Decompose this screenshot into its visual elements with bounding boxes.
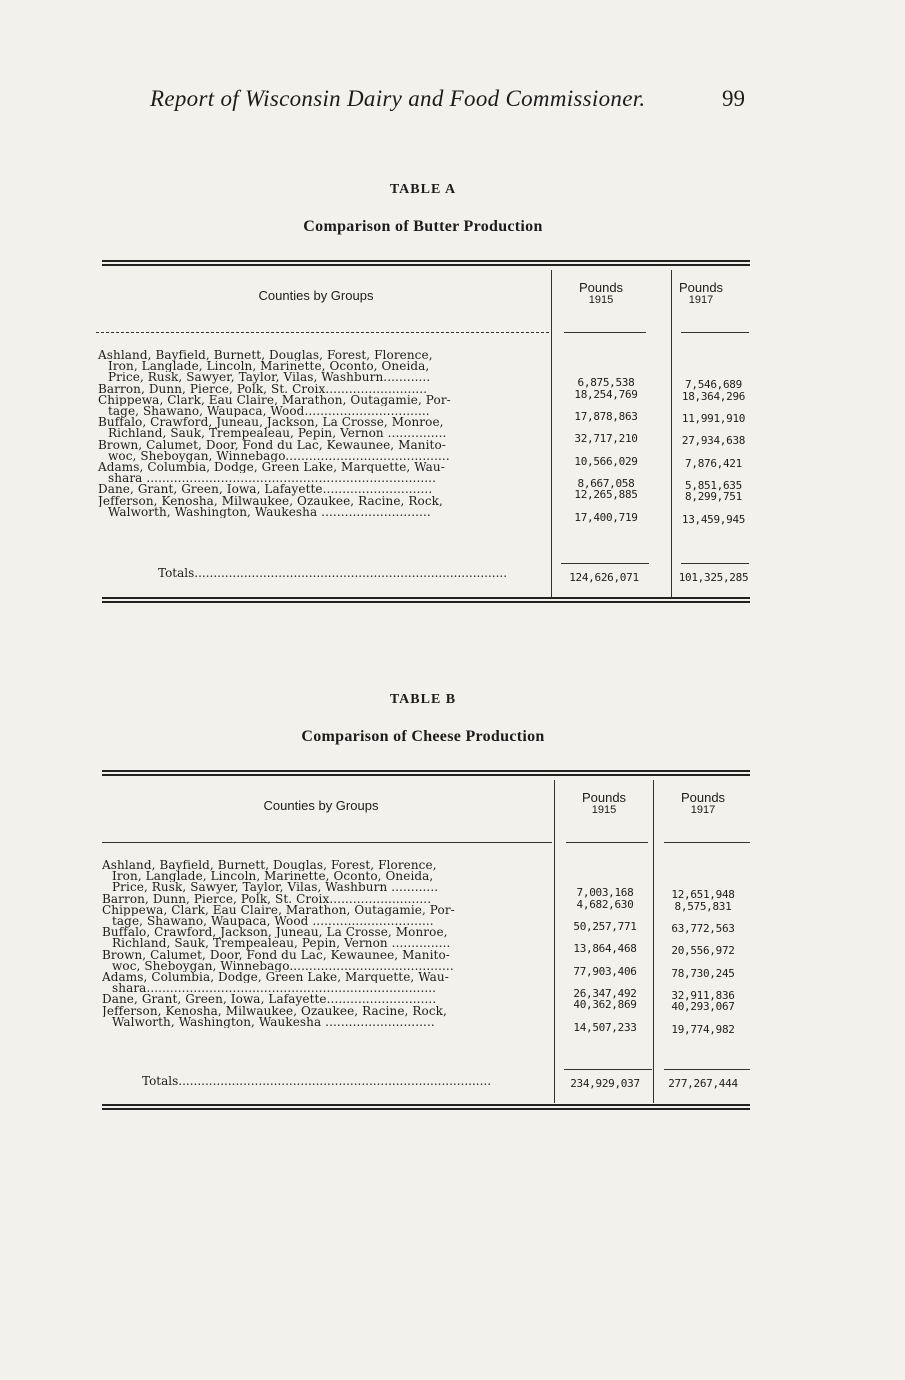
table-b-header-1917 (653, 792, 753, 816)
table-cell-1917: 78,730,245 (671, 966, 735, 980)
table-cell-1917: 8,299,751 (685, 490, 742, 504)
table-row-label-line: woc, Sheboygan, Winnebago.......................................... (108, 450, 450, 462)
table-a-header-1915-label: Pounds (578, 280, 624, 295)
running-head: Report of Wisconsin Dairy and Food Commissioner. (150, 86, 646, 111)
table-cell-1915: 18,254,769 (574, 387, 638, 401)
table-row-label-line: shara.......................................................................... (112, 983, 437, 995)
table-row-label-line: Richland, Sauk, Trempealeau, Pepin, Vernon ............... (112, 938, 451, 950)
table-a-top-rule (102, 260, 750, 266)
table-b-header-rule-1917 (664, 842, 750, 843)
table-cell-1917: 27,934,638 (681, 434, 746, 448)
table-row-label-line: shara .......................................................................... (108, 473, 437, 485)
table-row-label-line: Buffalo, Crawford, Juneau, Jackson, La Crosse, Monroe, (98, 417, 444, 429)
table-row-label-line: tage, Shawano, Waupaca, Wood................................ (108, 405, 430, 418)
table-b-col-divider-2 (653, 780, 654, 1103)
table-cell-1915: 14,507,233 (573, 1020, 637, 1034)
table-b-header-1917-label: Pounds (680, 790, 726, 805)
table-a-header-1917-label: Pounds (678, 280, 724, 295)
table-row-label (98, 417, 548, 439)
table-row-label (98, 350, 548, 384)
table-cell-1915: 8,667,058 (577, 477, 635, 491)
table-cell-1917: 20,556,972 (671, 944, 735, 958)
table-cell-1917: 11,991,910 (681, 412, 746, 425)
table-cell-1915: 6,875,538 (577, 376, 635, 390)
table-row-label-line: Jefferson, Kenosha, Milwaukee, Ozaukee, Racine, Rock, (102, 1005, 447, 1017)
table-row-label (102, 905, 550, 927)
table-cell-1915: 26,347,492 (573, 987, 637, 1001)
table-row-label (102, 927, 550, 949)
table-row-label-line: Adams, Columbia, Dodge, Green Lake, Marquette, Wau- (102, 972, 449, 984)
table-a-title: TABLE A (389, 182, 457, 197)
table-cell-1915: 12,265,885 (574, 488, 638, 502)
table-b-subtitle: Comparison of Cheese Production (301, 728, 545, 745)
table-row-label (102, 994, 550, 1005)
table-row-label-line: Ashland, Bayfield, Burnett, Douglas, Forest, Florence, (98, 350, 433, 362)
table-a (96, 180, 750, 610)
table-row-label (98, 462, 548, 484)
table-cell-1917: 32,911,836 (671, 989, 735, 1003)
table-cell-1917: 18,364,296 (681, 389, 746, 403)
table-cell-1915: 13,864,468 (573, 942, 637, 956)
table-cell-1917: 5,851,635 (685, 479, 742, 493)
table-a-header-1917-year: 1917 (688, 294, 714, 306)
table-b-header-1917-year: 1917 (690, 804, 716, 816)
table-row-label-line: woc, Sheboygan, Winnebago.......................................... (112, 960, 454, 972)
table-cell-1915: 77,903,406 (573, 964, 637, 978)
table-cell-1917: 7,876,421 (685, 456, 742, 470)
table-cell-1917: 63,772,563 (671, 922, 735, 935)
table-row-label-line: Ashland, Bayfield, Burnett, Douglas, Forest, Florence, (102, 860, 437, 872)
table-b-header-rule-1915 (566, 842, 648, 843)
page-header (150, 86, 745, 116)
table-cell-1915: 4,682,630 (576, 897, 634, 911)
table-a-header-1915-year: 1915 (588, 294, 614, 306)
page-number: 99 (722, 86, 745, 111)
table-row-label (98, 440, 548, 462)
table-b-header-1915-label: Pounds (581, 790, 627, 805)
table-row-label (98, 484, 548, 495)
table-row-label (102, 1006, 550, 1028)
table-b-total-1917: 277,267,444 (668, 1077, 738, 1090)
table-a-header-counties: Counties by Groups (258, 288, 374, 303)
table-a-header-rule-1915 (564, 332, 646, 333)
table-row-label (102, 972, 550, 994)
table-row-label-line: Richland, Sauk, Trempealeau, Pepin, Vernon ............... (108, 428, 447, 440)
table-cell-1917: 8,575,831 (674, 899, 732, 913)
table-cell-1917: 12,651,948 (671, 888, 735, 902)
table-row-label (98, 384, 548, 395)
table-cell-1915: 7,003,168 (576, 886, 634, 900)
table-b-totals-rule-1917 (664, 1069, 750, 1070)
table-a-col-divider-2 (671, 270, 672, 597)
table-cell-1915: 10,566,029 (574, 454, 638, 468)
table-row-label-line: Jefferson, Kenosha, Milwaukee, Ozaukee, Racine, Rock, (98, 495, 443, 507)
table-a-header-1917 (651, 282, 751, 306)
table-b-header-1915-year: 1915 (591, 804, 617, 816)
table-row-label (102, 860, 550, 894)
table-b-total-1915: 234,929,037 (570, 1077, 640, 1090)
table-row-label-line: Dane, Grant, Green, Iowa, Lafayette............................ (102, 994, 437, 1006)
table-cell-1915: 40,362,869 (573, 998, 637, 1012)
table-row-label-line: Barron, Dunn, Pierce, Polk, St. Croix.......................... (98, 383, 428, 395)
table-row-label-line: Brown, Calumet, Door, Fond du Lac, Kewaunee, Manito- (102, 949, 450, 961)
table-b-title: TABLE B (389, 692, 457, 707)
table-a-header-1915 (551, 282, 651, 306)
table-row-label-line: Dane, Grant, Green, Iowa, Lafayette............................ (98, 484, 433, 496)
table-a-header-rule-1917 (681, 332, 749, 333)
table-row-label-line: Brown, Calumet, Door, Fond du Lac, Kewaunee, Manito- (98, 439, 446, 451)
table-cell-1915: 50,257,771 (573, 920, 637, 933)
table-a-header-rule (96, 332, 549, 333)
table-a-totals-rule-1915 (561, 563, 649, 564)
table-a-subtitle: Comparison of Butter Production (303, 218, 543, 235)
table-b-header-1915 (554, 792, 654, 816)
table-a-total-1917: 101,325,285 (678, 571, 749, 584)
table-cell-1917: 13,459,945 (681, 512, 746, 526)
table-row-label (102, 950, 550, 972)
table-row-label-line: Walworth, Washington, Waukesha ............................ (112, 1016, 435, 1028)
table-a-bottom-rule (102, 597, 750, 603)
table-b (96, 690, 750, 1120)
table-cell-1917: 40,293,067 (671, 1000, 735, 1014)
table-cell-1915: 32,717,210 (574, 432, 638, 446)
table-row-label-line: Buffalo, Crawford, Jackson, Juneau, La Crosse, Monroe, (102, 927, 448, 939)
table-a-total-1915: 124,626,071 (569, 571, 639, 584)
table-row-label (102, 894, 550, 905)
table-a-totals-rule-1917 (681, 563, 749, 564)
table-b-col-divider-1 (554, 780, 555, 1103)
table-row-label-line: Barron, Dunn, Pierce, Polk, St. Croix.......................... (102, 893, 432, 905)
table-cell-1917: 7,546,689 (685, 378, 742, 392)
table-a-totals-label: Totals.................................................................................. (158, 566, 508, 580)
table-cell-1917: 19,774,982 (671, 1022, 735, 1036)
table-row-label (98, 496, 548, 518)
table-cell-1915: 17,400,719 (574, 510, 638, 524)
table-b-totals-rule-1915 (564, 1069, 652, 1070)
table-cell-1915: 17,878,863 (574, 410, 638, 423)
table-row-label-line: Price, Rusk, Sawyer, Taylor, Vilas, Washburn ............ (112, 882, 439, 894)
table-row-label-line: Chippewa, Clark, Eau Claire, Marathon, Outagamie, Por- (102, 904, 455, 916)
table-row-label-line: Walworth, Washington, Waukesha ............................ (108, 506, 431, 518)
table-row-label-line: Iron, Langlade, Lincoln, Marinette, Oconto, Oneida, (108, 361, 430, 373)
table-row-label (98, 395, 548, 417)
table-row-label-line: Price, Rusk, Sawyer, Taylor, Vilas, Washburn............ (108, 372, 431, 384)
table-row-label-line: Adams, Columbia, Dodge, Green Lake, Marquette, Wau- (98, 462, 445, 474)
table-row-label-line: tage, Shawano, Waupaca, Wood ............................... (112, 915, 434, 928)
table-b-header-rule (102, 842, 552, 843)
table-b-top-rule (102, 770, 750, 776)
table-b-totals-label: Totals.................................................................................. (142, 1074, 492, 1088)
table-row-label-line: Iron, Langlade, Lincoln, Marinette, Oconto, Oneida, (112, 871, 434, 883)
table-row-label-line: Chippewa, Clark, Eau Claire, Marathon, Outagamie, Por- (98, 394, 451, 406)
table-b-header-counties: Counties by Groups (263, 798, 379, 813)
table-b-bottom-rule (102, 1104, 750, 1110)
